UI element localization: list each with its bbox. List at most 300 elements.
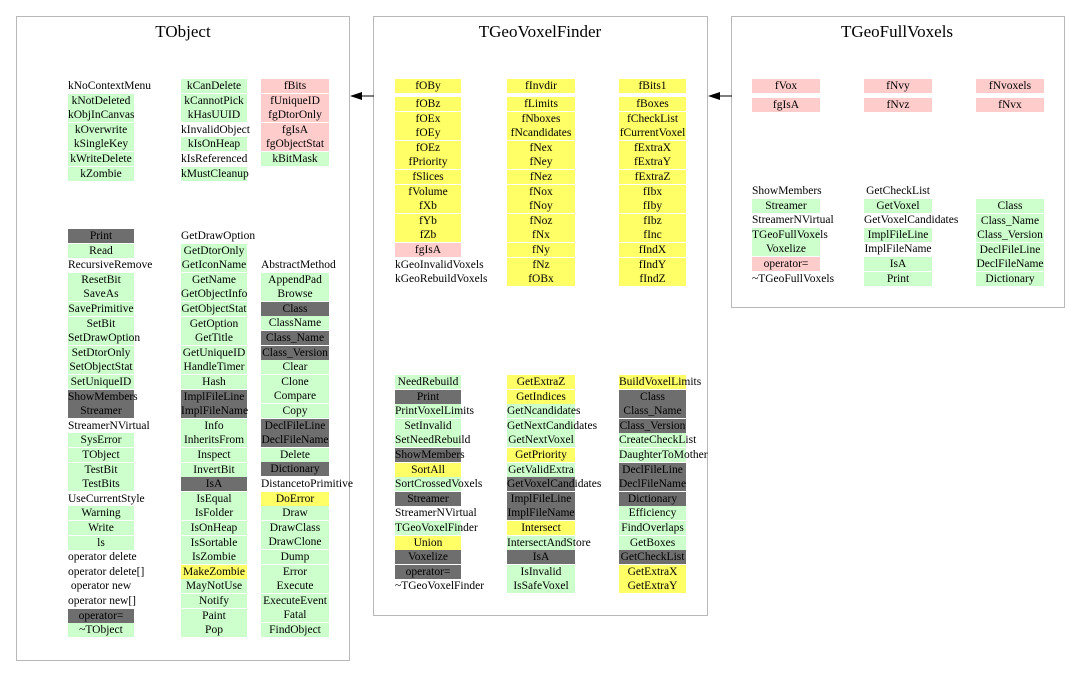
class-member-item (395, 214, 461, 228)
class-member-item (181, 448, 247, 462)
class-member-item (68, 229, 134, 243)
class-member-label: SaveAs (83, 288, 119, 301)
class-member-item (752, 257, 820, 271)
class-member-label: MakeZombie (183, 565, 245, 578)
class-member-item (395, 477, 483, 491)
class-member-label: kHasUUID (187, 109, 241, 122)
class-member-item (395, 375, 461, 389)
class-member-item (181, 404, 247, 418)
class-member-item (181, 137, 247, 151)
class-member-item (68, 123, 134, 137)
class-member-label: IsInvalid (520, 565, 562, 578)
class-member-label: ImplFileLine (867, 228, 929, 241)
class-member-label: fIndX (638, 244, 667, 256)
class-member-item (864, 199, 932, 213)
class-member-label: GetCheckList (866, 185, 930, 197)
class-member-label: Dictionary (985, 273, 1035, 285)
inheritance-arrow-icon (706, 88, 734, 104)
class-member-label: Read (89, 244, 113, 257)
class-member-label: Print (416, 390, 440, 403)
class-member-label: kIsOnHeap (187, 138, 241, 151)
class-member-item (619, 258, 686, 272)
class-member-item (261, 477, 353, 491)
class-member-label: GetPriority (515, 449, 567, 461)
class-member-item (68, 137, 134, 151)
class-member-label: IsA (205, 478, 223, 491)
class-member-label: DeclFileName (976, 258, 1044, 271)
class-member-label: fNvz (886, 99, 910, 111)
class-member-label: Pop (205, 624, 223, 637)
class-member-label: fgObjectStat (265, 138, 325, 151)
class-member-item (395, 550, 461, 564)
class-member-label: kMustCleanup (181, 167, 249, 180)
class-member-item (68, 244, 134, 258)
class-member-label: Browse (277, 288, 313, 301)
class-member-item (181, 492, 247, 506)
class-member-item (395, 521, 478, 535)
class-member-label: Print (89, 230, 113, 242)
class-member-label: operator= (763, 258, 809, 270)
class-member-item (181, 79, 247, 93)
class-member-label: IsOnHeap (190, 522, 238, 534)
class-member-item (261, 79, 329, 93)
class-member-item (395, 79, 461, 93)
class-member-label: Dictionary (627, 492, 678, 505)
class-member-item (68, 167, 134, 181)
class-member-item (752, 228, 828, 242)
class-member-item (261, 550, 329, 564)
class-member-item (181, 258, 247, 272)
class-member-label: GetName (191, 273, 237, 286)
class-member-label: kCanDelete (186, 80, 242, 92)
class-member-label: ImplFileName (507, 507, 575, 520)
class-member-label: GetObjectInfo (181, 288, 248, 301)
class-member-label: GetDrawOption (181, 230, 256, 242)
tgeofullvoxels-class-title: TGeoFullVoxels (840, 22, 954, 41)
class-member-item (976, 228, 1044, 242)
class-member-item (507, 419, 598, 433)
class-member-label: Class_Version (619, 419, 686, 432)
class-member-label: fNz (532, 258, 550, 271)
class-member-item (68, 375, 134, 389)
class-member-item (68, 273, 134, 287)
class-member-label: GetExtraX (627, 565, 678, 578)
class-member-item (68, 108, 134, 122)
class-member-label: fCheckList (626, 112, 679, 125)
class-member-label: kZombie (80, 167, 122, 180)
class-member-item (261, 608, 329, 622)
class-member-item (619, 536, 686, 550)
class-member-item (181, 229, 256, 243)
class-member-item (261, 433, 329, 447)
class-member-item (507, 228, 575, 242)
class-member-label: fInvdir (525, 80, 557, 92)
class-member-item (68, 506, 134, 520)
class-member-item (181, 273, 247, 287)
class-member-label: fNboxes (521, 112, 561, 125)
class-member-item (395, 170, 461, 184)
class-member-label: TestBits (82, 478, 120, 491)
class-member-item (619, 521, 686, 535)
class-member-item (864, 257, 932, 271)
class-member-item (181, 317, 247, 331)
class-member-item (976, 98, 1044, 112)
class-member-label: TestBit (84, 463, 118, 476)
class-member-item (395, 112, 461, 126)
class-member-item (619, 506, 686, 520)
class-member-item (68, 287, 134, 301)
class-member-label: GetVoxelCandidates (864, 214, 959, 227)
class-member-label: Streamer (80, 405, 122, 418)
class-member-item (507, 155, 575, 169)
class-member-item (181, 550, 247, 564)
class-member-item (261, 506, 329, 520)
class-member-label: SortAll (411, 463, 445, 476)
class-member-label: DaughterToMother (619, 449, 708, 461)
class-member-item (395, 155, 461, 169)
class-member-item (619, 375, 702, 389)
class-member-label: GetOption (189, 317, 239, 330)
class-member-label: fNx (532, 229, 550, 242)
class-member-label: fIbx (642, 185, 663, 198)
class-member-item (507, 477, 602, 491)
class-member-item (261, 302, 329, 316)
class-member-label: fBoxes (636, 98, 669, 110)
class-member-item (619, 492, 686, 506)
class-member-item (68, 448, 134, 462)
class-member-item (261, 331, 329, 345)
class-member-label: Class (997, 200, 1023, 212)
class-member-label: IsSafeVoxel (513, 580, 569, 593)
class-member-item (395, 390, 461, 404)
class-member-label: PrintVoxelLimits (395, 405, 475, 418)
class-member-item (752, 213, 834, 227)
class-member-label: fgIsA (281, 123, 309, 136)
class-member-label: kGeoRebuildVoxels (395, 273, 488, 286)
class-member-item (68, 258, 153, 272)
class-member-label: Print (886, 272, 910, 285)
class-member-item (181, 433, 247, 447)
class-member-item (507, 506, 575, 520)
class-member-label: fXb (419, 200, 437, 213)
class-member-label: Streamer (765, 199, 807, 212)
class-member-item (619, 79, 686, 93)
class-member-label: fgDtorOnly (268, 109, 322, 122)
class-member-label: kNotDeleted (71, 94, 131, 107)
class-member-label: IsA (532, 551, 550, 564)
class-member-item (507, 126, 575, 140)
class-member-label: DeclFileLine (622, 463, 683, 476)
class-member-item (507, 375, 575, 389)
class-member-item (395, 506, 477, 520)
class-member-label: kSingleKey (73, 138, 129, 151)
class-member-item (507, 112, 575, 126)
class-member-label: fOBy (415, 80, 441, 92)
class-member-label: ~TGeoFullVoxels (752, 272, 835, 285)
class-member-label: DrawClass (269, 521, 321, 534)
class-member-label: fBits1 (638, 80, 667, 92)
class-member-item (864, 272, 932, 286)
class-member-item (181, 108, 247, 122)
class-member-label: Class_Name (265, 332, 325, 344)
class-member-item (395, 97, 461, 111)
class-member-label: GetNextVoxel (508, 434, 574, 447)
class-member-label: StreamerNVirtual (395, 507, 477, 520)
class-member-label: ExecuteEvent (263, 594, 327, 607)
class-member-label: kGeoInvalidVoxels (395, 258, 484, 271)
class-member-item (261, 152, 329, 166)
class-member-item (752, 184, 820, 198)
class-member-item (68, 360, 134, 374)
class-member-item (507, 199, 575, 213)
class-member-item (261, 389, 329, 403)
class-member-label: Intersect (521, 522, 561, 534)
class-member-label: DeclFileLine (979, 243, 1041, 256)
class-member-label: DeclFileLine (264, 419, 326, 432)
class-member-item (395, 579, 485, 593)
tgeovoxelfinder-class-title: TGeoVoxelFinder (478, 22, 602, 41)
class-member-label: fLimits (524, 98, 558, 110)
class-member-label: Class_Name (980, 214, 1040, 227)
class-member-item (395, 243, 461, 257)
class-member-label: Voxelize (765, 243, 807, 256)
class-member-label: Execute (276, 580, 314, 593)
class-member-item (752, 199, 820, 213)
class-member-label: kOverwrite (74, 123, 128, 136)
class-member-label: kIsReferenced (181, 153, 248, 165)
class-member-label: StreamerNVirtual (68, 419, 150, 432)
class-member-item (619, 228, 686, 242)
class-member-item (181, 521, 247, 535)
class-member-item (181, 375, 247, 389)
class-member-item (261, 360, 329, 374)
class-member-item (619, 126, 686, 140)
class-member-item (181, 594, 247, 608)
class-member-label: ImplFileLine (510, 492, 572, 505)
class-member-label: GetNextCandidates (507, 419, 598, 432)
class-member-item (507, 536, 591, 550)
class-member-item (507, 97, 575, 111)
class-member-item (507, 463, 575, 477)
class-member-label: SetObjectStat (69, 361, 133, 374)
class-member-label: FindObject (269, 624, 321, 636)
class-member-label: SysError (80, 434, 122, 447)
class-member-label: HandleTimer (183, 361, 245, 374)
class-member-item (619, 433, 697, 447)
class-member-label: TObject (82, 449, 120, 461)
class-member-label: DrawClone (268, 536, 322, 549)
class-member-label: UseCurrentStyle (68, 492, 145, 505)
class-member-item (181, 152, 247, 166)
class-member-item (507, 448, 575, 462)
class-member-item (395, 463, 461, 477)
class-member-label: InvertBit (193, 463, 235, 476)
class-member-label: Efficiency (628, 507, 677, 520)
class-member-label: fIby (642, 200, 663, 213)
class-member-item (181, 623, 247, 637)
class-member-item (181, 419, 247, 433)
class-member-item (261, 108, 329, 122)
class-member-item (261, 623, 329, 637)
class-member-item (68, 152, 134, 166)
class-member-item (261, 565, 329, 579)
class-member-item (181, 579, 247, 593)
class-member-label: GetVoxelCandidates (507, 478, 602, 491)
class-member-label: Inspect (197, 449, 231, 461)
class-member-item (261, 258, 336, 272)
class-member-label: fNy (532, 244, 550, 256)
class-member-label: fNvoxels (988, 80, 1032, 92)
class-member-label: DeclFileName (261, 434, 329, 447)
class-member-label: GetIconName (181, 259, 247, 272)
class-member-label: kCannotPick (184, 94, 244, 107)
class-member-item (864, 242, 932, 256)
class-member-label: SetBit (86, 317, 116, 330)
class-member-label: SortCrossedVoxels (395, 478, 483, 491)
class-member-item (181, 331, 247, 345)
class-member-label: NeedRebuild (397, 376, 459, 388)
class-member-label: IsFolder (194, 507, 234, 520)
class-member-item (507, 214, 575, 228)
class-member-item (619, 477, 686, 491)
class-member-label: TGeoFullVoxels (752, 228, 828, 241)
class-member-label: fExtraZ (634, 171, 671, 183)
class-member-label: Compare (273, 390, 317, 403)
class-member-item (864, 98, 932, 112)
class-member-item (507, 185, 575, 199)
class-member-label: BuildVoxelLimits (619, 376, 702, 388)
class-member-label: DistancetoPrimitive (261, 478, 353, 490)
class-member-label: Class_Version (262, 346, 328, 359)
class-member-label: Warning (81, 507, 121, 520)
class-member-item (68, 419, 150, 433)
class-member-label: fYb (419, 214, 437, 227)
class-member-item (261, 594, 329, 608)
class-member-label: fNoz (529, 214, 553, 227)
class-member-item (619, 404, 686, 418)
class-member-label: SetDtorOnly (71, 346, 131, 359)
class-member-label: fgIsA (414, 244, 442, 256)
class-member-item (395, 126, 461, 140)
class-member-item (395, 185, 461, 199)
class-member-label: GetCheckList (620, 551, 685, 564)
class-member-label: fVox (774, 80, 798, 92)
class-member-item (864, 213, 959, 227)
class-member-label: fUniqueID (270, 94, 320, 107)
class-member-label: fNvx (998, 99, 1022, 111)
class-member-item (261, 137, 329, 151)
tobject-class-title: TObject (155, 22, 211, 41)
class-member-label: DoError (275, 492, 315, 505)
class-member-label: GetBoxes (629, 536, 676, 549)
class-member-item (619, 141, 686, 155)
class-member-item (619, 463, 686, 477)
class-member-item (181, 390, 247, 404)
class-member-item (507, 243, 575, 257)
class-member-label: GetVoxel (876, 199, 920, 212)
class-member-item (181, 302, 247, 316)
class-member-label: fNox (529, 185, 553, 198)
class-member-item (181, 536, 247, 550)
class-member-item (68, 346, 134, 360)
class-member-item (507, 565, 575, 579)
class-member-item (976, 243, 1044, 257)
class-member-label: Clone (281, 375, 309, 388)
class-member-item (752, 98, 820, 112)
class-member-label: Fatal (283, 609, 307, 622)
class-member-item (395, 419, 461, 433)
class-member-label: GetObjectStat (181, 303, 247, 315)
class-member-item (507, 492, 575, 506)
class-member-item (395, 199, 461, 213)
class-member-label: fZb (419, 229, 437, 242)
class-member-label: AbstractMethod (261, 259, 336, 271)
class-member-label: GetExtraZ (516, 376, 566, 388)
class-member-item (507, 79, 575, 93)
class-member-label: GetUniqueID (182, 346, 246, 359)
class-member-label: RecursiveRemove (68, 259, 153, 272)
class-member-label: StreamerNVirtual (752, 214, 834, 227)
class-member-item (68, 79, 152, 93)
class-member-item (507, 272, 575, 286)
class-member-item (619, 243, 686, 257)
class-member-item (395, 258, 484, 272)
class-member-item (181, 506, 247, 520)
class-member-item (68, 317, 134, 331)
class-member-label: Streamer (407, 492, 449, 505)
class-member-label: Hash (202, 376, 226, 388)
class-member-label: fExtraY (633, 156, 672, 169)
class-member-label: fIndY (638, 258, 667, 271)
class-member-item (68, 550, 137, 564)
class-member-item (619, 112, 686, 126)
class-member-label: SavePrimitive (68, 303, 134, 315)
class-member-item (68, 404, 134, 418)
class-member-label: FindOverlaps (621, 522, 684, 534)
class-member-label: fNcandidates (510, 127, 572, 140)
class-member-label: GetTitle (195, 332, 233, 345)
class-member-label: ImplFileName (864, 243, 932, 256)
class-member-item (619, 579, 686, 593)
class-member-label: AppendPad (268, 273, 322, 286)
class-member-item (976, 214, 1044, 228)
class-member-label: kNoContextMenu (68, 80, 152, 92)
class-member-item (752, 242, 820, 256)
class-member-label: fOBx (528, 273, 554, 286)
class-member-label: fOEz (415, 141, 441, 154)
class-member-label: Write (88, 522, 114, 534)
class-member-item (864, 184, 932, 198)
class-member-item (619, 97, 686, 111)
class-member-label: GetDtorOnly (183, 244, 245, 257)
class-member-label: Class_Version (977, 229, 1043, 242)
class-member-item (619, 170, 686, 184)
class-member-item (68, 623, 134, 637)
class-member-item (619, 199, 686, 213)
class-member-label: Dump (280, 551, 310, 563)
class-member-label: Voxelize (407, 551, 449, 564)
class-member-label: ShowMembers (68, 390, 138, 403)
class-member-item (68, 594, 137, 608)
class-member-item (507, 258, 575, 272)
class-member-label: fInc (643, 229, 662, 242)
class-member-item (261, 462, 329, 476)
class-member-item (261, 273, 329, 287)
class-member-label: ImplFileLine (183, 390, 245, 403)
class-member-item (976, 199, 1044, 213)
class-member-label: ShowMembers (752, 185, 822, 197)
class-member-item (395, 536, 461, 550)
